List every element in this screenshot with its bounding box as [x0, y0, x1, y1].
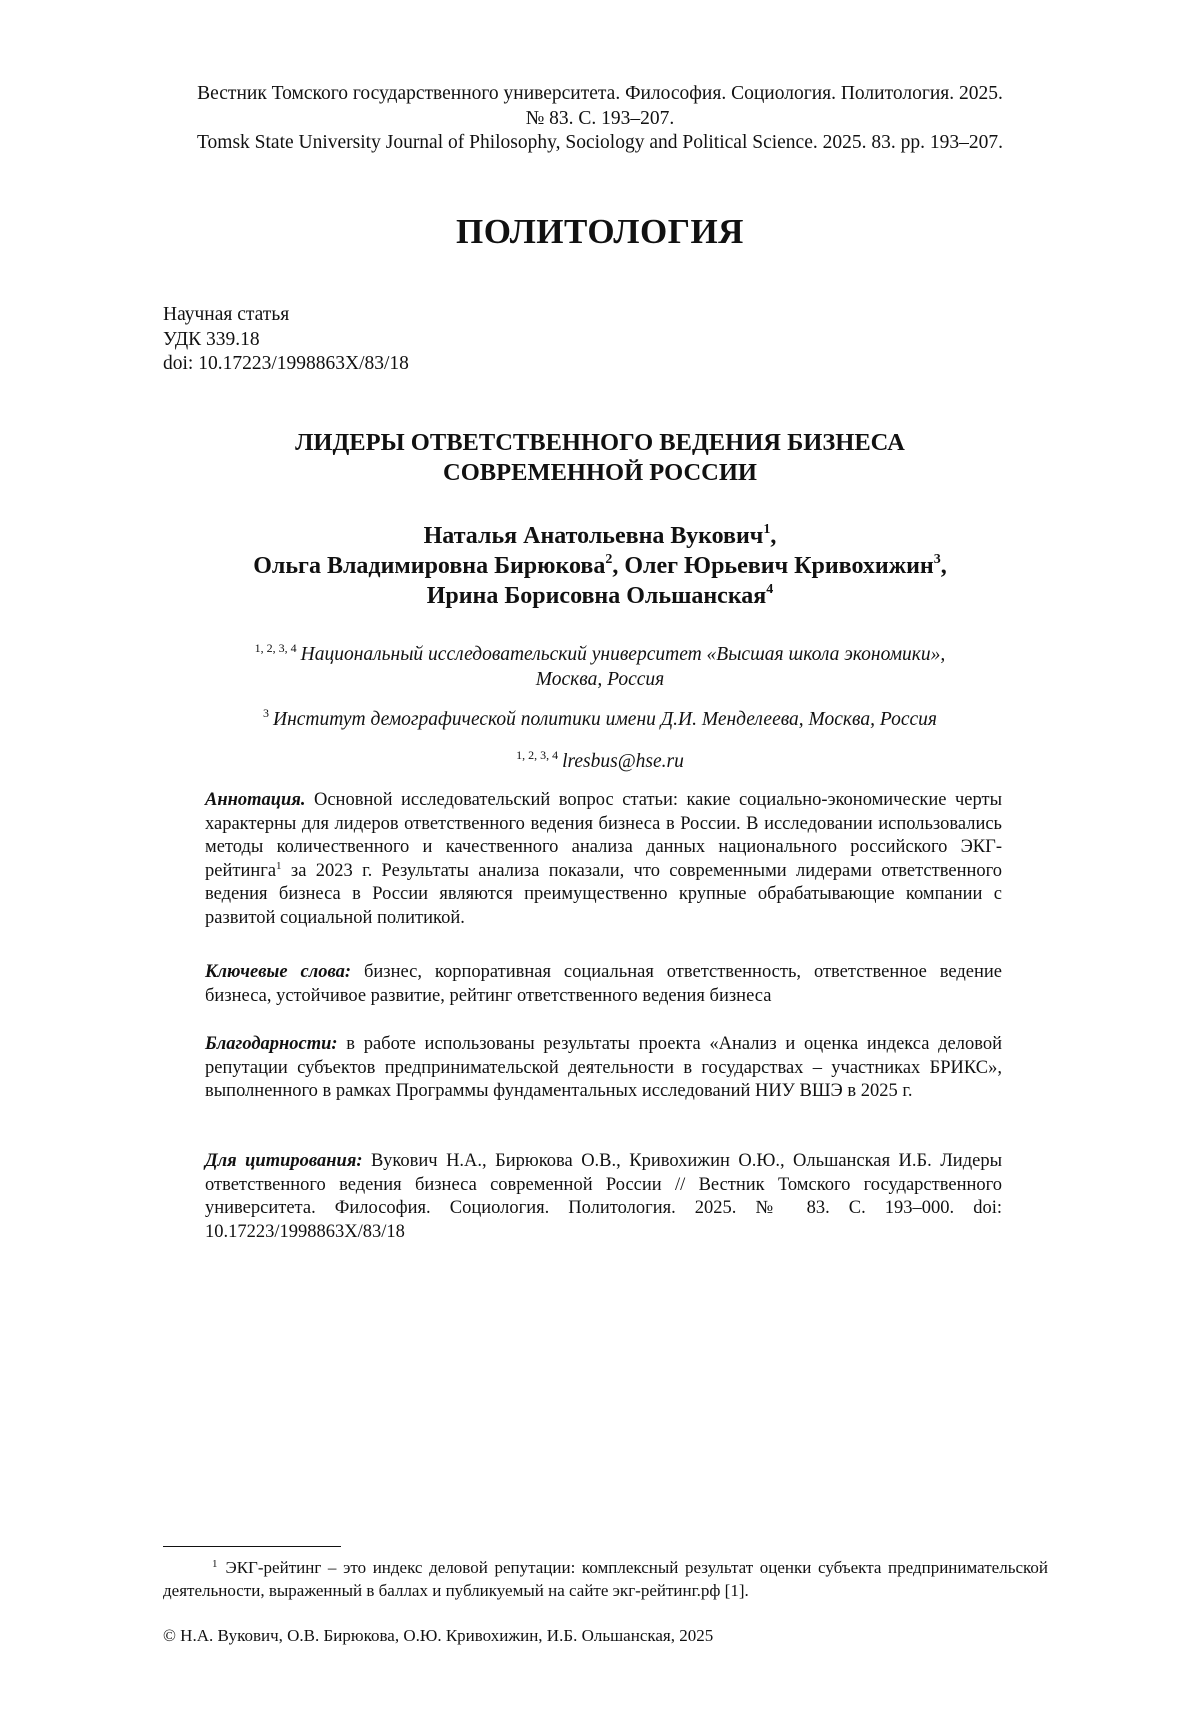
- abstract-text: Основной исследовательский вопрос статьи: какие социально-экономические черты характерны для лидеров ответственного ведения бизнеса в России. В исследовании использовались методы количественного и качественного анализа данных национального российского ЭКГ-рейтинга: [205, 790, 1002, 881]
- citation: [205, 1150, 1002, 1244]
- keywords: [205, 961, 1002, 1008]
- abstract-text-cont: за 2023 г. Результаты анализа показали, что современными лидерами ответственного ведения бизнеса в России являются преимущественно крупные обрабатывающие компании с развитой социальной политикой.: [205, 860, 1002, 928]
- author-list: [160, 521, 1040, 611]
- article-title: [160, 428, 1040, 488]
- journal-header: [120, 82, 1080, 156]
- author-name: Олег Юрьевич Кривохижин: [624, 553, 934, 579]
- affiliation-hse: [160, 642, 1040, 692]
- footnote-text: ЭКГ-рейтинг – это индекс деловой репутации: комплексный результат оценки субъекта предпринимательской деятельности, выраженный в баллах и публикуемый на сайте экг-рейтинг.рф [1].: [163, 1558, 1048, 1600]
- footnote: [163, 1556, 1048, 1602]
- email-sup: 1, 2, 3, 4: [516, 748, 559, 762]
- affiliation-sup: 3: [263, 706, 270, 720]
- article-doi: doi: 10.17223/1998863Х/83/18: [163, 353, 409, 374]
- acknowledgments: [205, 1033, 1002, 1104]
- article-udk: УДК 339.18: [163, 328, 260, 350]
- author-sup: 4: [766, 582, 774, 597]
- keywords-label: Ключевые слова:: [205, 962, 351, 982]
- email-line: [160, 749, 1040, 774]
- abstract-footnote-ref: 1: [276, 859, 282, 872]
- affiliation-institute: [160, 707, 1040, 732]
- author-sup: 1: [763, 522, 771, 537]
- footnote-marker: 1: [212, 1558, 218, 1570]
- keywords-text: бизнес, корпоративная социальная ответственность, ответственное ведение бизнеса, устойчивое развитие, рейтинг ответственного ведения бизнеса: [205, 962, 1003, 1006]
- author-sup: 3: [933, 552, 941, 567]
- author-name: Ирина Борисовна Ольшанская: [426, 583, 767, 609]
- section-title: ПОЛИТОЛОГИЯ: [456, 212, 744, 251]
- abstract-label: Аннотация.: [205, 790, 306, 810]
- copyright: © Н.А. Вукович, О.В. Бирюкова, О.Ю. Кривохижин, И.Б. Ольшанская, 2025: [163, 1626, 714, 1645]
- author-sup: 2: [605, 552, 613, 567]
- affiliation-text: Институт демографической политики имени Д.И. Менделеева, Москва, Россия: [273, 709, 937, 730]
- affiliation-city: Москва, Россия: [535, 669, 665, 690]
- affiliation-text: Национальный исследовательский университет «Высшая школа экономики»,: [300, 644, 946, 665]
- article-type: Научная статья: [163, 304, 290, 325]
- author-name: Ольга Владимировна Бирюкова: [253, 553, 606, 579]
- author-email: lresbus@hse.ru: [562, 751, 684, 772]
- journal-header-line1: Вестник Томского государственного университета. Философия. Социология. Политология. 2025.: [197, 83, 1003, 104]
- citation-label: Для цитирования:: [205, 1151, 363, 1171]
- abstract: [205, 789, 1002, 930]
- journal-header-line3: Tomsk State University Journal of Philosophy, Sociology and Political Science. 2025. 83. pp. 193–207.: [196, 132, 1003, 153]
- affiliation-sup: 1, 2, 3, 4: [254, 641, 297, 655]
- acknowledgments-label: Благодарности:: [205, 1034, 338, 1054]
- footnote-divider: [163, 1546, 341, 1547]
- citation-text: Вукович Н.А., Бирюкова О.В., Кривохижин О.Ю., Ольшанская И.Б. Лидеры ответственного ведения бизнеса современной России // Вестник Томского государственного университета. Философия. Социология. Политология. 2025. № 83. С. 193–000. doi: 10.17223/1998863Х/83/18: [205, 1151, 1003, 1242]
- article-title-line1: ЛИДЕРЫ ОТВЕТСТВЕННОГО ВЕДЕНИЯ БИЗНЕСА: [295, 429, 905, 456]
- article-title-line2: СОВРЕМЕННОЙ РОССИИ: [443, 459, 757, 486]
- article-meta: [163, 303, 409, 377]
- authors-line2: Ольга Владимировна Бирюкова$^2$, Олег Юрьевич Кривохижин$^3$,: [253, 552, 947, 579]
- journal-header-line2: № 83. С. 193–207.: [525, 107, 675, 129]
- author-name: Наталья Анатольевна Вукович: [423, 523, 764, 549]
- acknowledgments-text: в работе использованы результаты проекта «Анализ и оценка индекса деловой репутации субъектов предпринимательской деятельности в государствах – участниках БРИКС», выполненного в рамках Программы фундаментальных исследований НИУ ВШЭ в 2025 г.: [205, 1034, 1003, 1101]
- authors-line3: [160, 581, 1040, 611]
- authors-line1: Наталья Анатольевна Вукович$^1$,: [423, 522, 777, 549]
